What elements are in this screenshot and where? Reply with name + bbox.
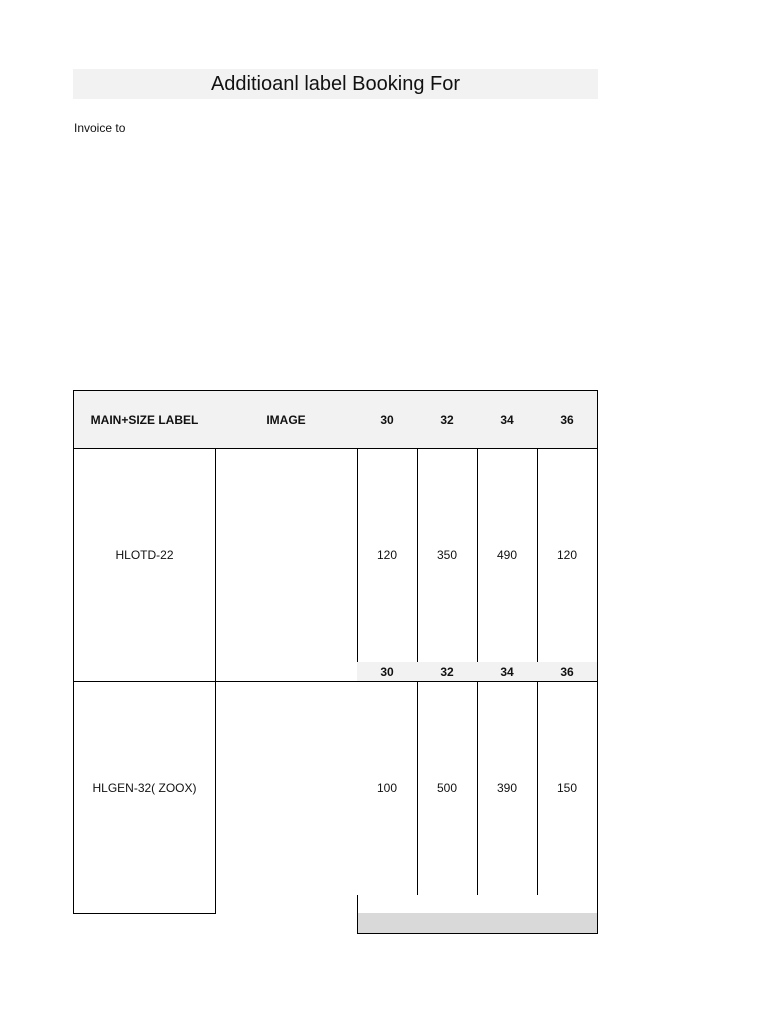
total-cell-30 [357,913,418,934]
total-cell-32 [417,913,478,934]
row-qty-36: 120 [537,448,598,663]
row-qty-34: 390 [477,681,538,896]
row-blank-cell [73,895,216,914]
row-qty-30: 100 [357,681,418,896]
row-image-cell [215,448,358,682]
row-qty-32: 500 [417,681,478,896]
total-cell-36 [537,913,598,934]
row-blank-cell [73,662,216,682]
header-image: IMAGE [215,390,358,449]
subheader-size-30: 30 [357,662,418,682]
subheader-size-36: 36 [537,662,598,682]
invoice-to-label: Invoice to [74,121,126,135]
row-style-label: HLGEN-32( ZOOX) [73,681,216,896]
row-blank-cell [357,895,418,914]
header-size-30: 30 [357,390,418,449]
row-qty-34: 490 [477,448,538,663]
row-blank-cell [417,895,478,914]
header-size-36: 36 [537,390,598,449]
row-qty-36: 150 [537,681,598,896]
header-main-size-label: MAIN+SIZE LABEL [73,390,216,449]
total-cell-34 [477,913,538,934]
subheader-size-34: 34 [477,662,538,682]
row-style-label: HLOTD-22 [73,448,216,663]
row-qty-32: 350 [417,448,478,663]
document-title: Additioanl label Booking For [73,69,598,99]
header-size-32: 32 [417,390,478,449]
header-size-34: 34 [477,390,538,449]
row-blank-cell [477,895,538,914]
row-blank-cell [537,895,598,914]
subheader-size-32: 32 [417,662,478,682]
row-qty-30: 120 [357,448,418,663]
